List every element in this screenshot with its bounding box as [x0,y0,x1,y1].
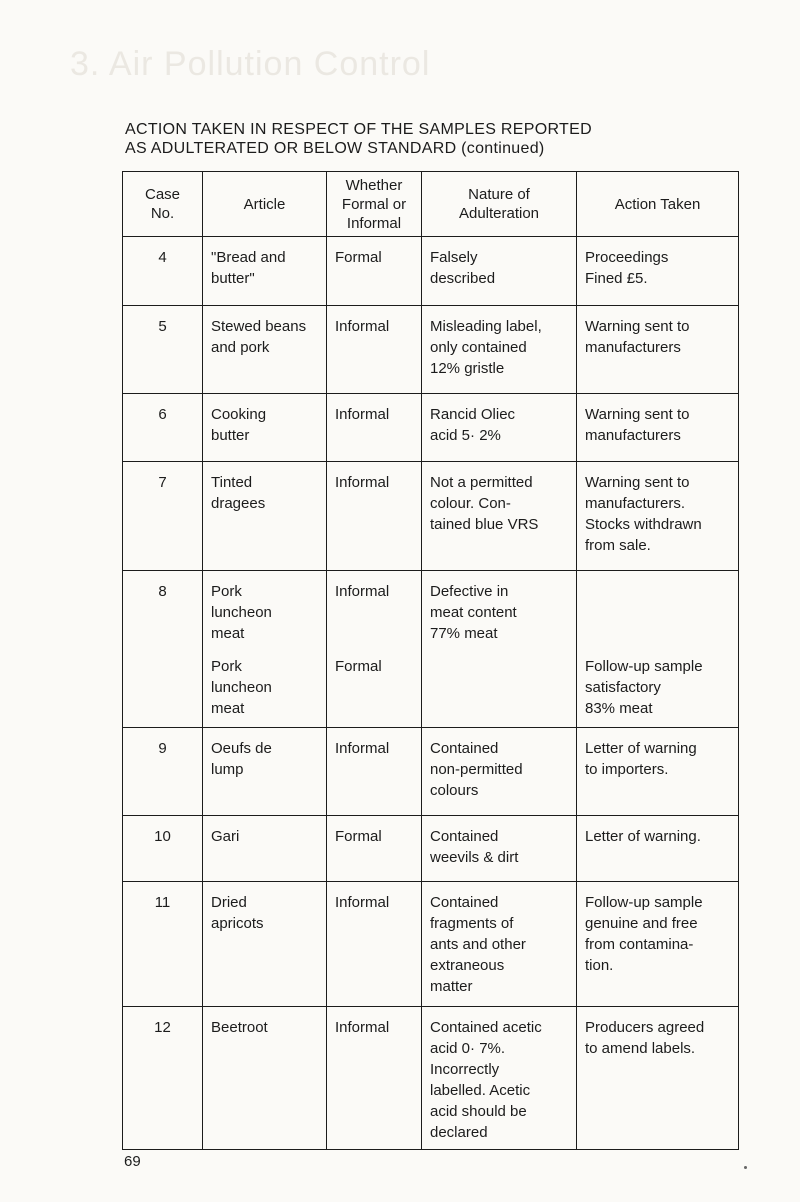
table-row [123,571,739,728]
case-number: 11 [123,882,203,1007]
case-number: 4 [123,237,203,306]
nature-of-adulteration: Falsely described [422,237,577,306]
article-group [203,571,327,728]
action-taken [585,581,730,656]
formal-informal-follow-up: Formal [335,658,382,675]
table-row [123,306,739,394]
case-number: 5 [123,306,203,394]
action-taken-follow-up: Follow-up sample satisfactory 83% meat [585,658,703,717]
action-taken: Letter of warning to importers. [577,728,739,816]
adulteration-table [122,171,739,1150]
table-row [123,1007,739,1150]
table-header-row [123,172,739,237]
nature-of-adulteration: Contained weevils & dirt [422,816,577,882]
case-number: 9 [123,728,203,816]
formal-informal: Informal [327,306,422,394]
action-group [577,571,739,728]
article: Beetroot [203,1007,327,1150]
header-action: Action Taken [577,172,739,237]
nature-of-adulteration: Contained acetic acid 0· 7%. Incorrectly labelled. Acetic acid should be declared [422,1007,577,1150]
article: Dried apricots [203,882,327,1007]
action-taken: Producers agreed to amend labels. [577,1007,739,1150]
article: "Bread and butter" [203,237,327,306]
formal-informal: Informal [327,462,422,571]
formal-informal: Informal [327,728,422,816]
article: Pork luncheon meat [211,583,272,642]
action-taken: Warning sent to manufacturers [577,306,739,394]
bleed-through-text: 3. Air Pollution Control [70,45,431,83]
action-taken: Warning sent to manufacturers [577,394,739,462]
nature-of-adulteration: Contained fragments of ants and other extraneous matter [422,882,577,1007]
case-number: 12 [123,1007,203,1150]
action-taken: Warning sent to manufacturers. Stocks withdrawn from sale. [577,462,739,571]
action-taken: Letter of warning. [577,816,739,882]
heading-line-1: ACTION TAKEN IN RESPECT OF THE SAMPLES REPORTED [125,121,592,138]
header-formal-informal: Whether Formal or Informal [327,172,422,237]
formal-informal: Formal [327,816,422,882]
table-row [123,728,739,816]
case-number: 8 [123,571,203,728]
article: Oeufs de lump [203,728,327,816]
table-row [123,394,739,462]
table-row [123,462,739,571]
header-article: Article [203,172,327,237]
heading-line-2: AS ADULTERATED OR BELOW STANDARD (continued) [125,140,545,157]
speck-mark [744,1166,747,1169]
table-row [123,237,739,306]
table-row [123,816,739,882]
nature-of-adulteration: Misleading label, only contained 12% gristle [422,306,577,394]
case-number: 6 [123,394,203,462]
formal-informal: Informal [327,882,422,1007]
article: Tinted dragees [203,462,327,571]
nature-of-adulteration: Not a permitted colour. Con- tained blue VRS [422,462,577,571]
header-case-no: Case No. [123,172,203,237]
nature-of-adulteration: Contained non-permitted colours [422,728,577,816]
formal-informal: Formal [327,237,422,306]
article: Stewed beans and pork [203,306,327,394]
action-taken: Follow-up sample genuine and free from contamina- tion. [577,882,739,1007]
nature-of-adulteration: Defective in meat content 77% meat [422,571,577,728]
formal-informal: Informal [327,394,422,462]
formal-informal: Informal [335,583,390,600]
article-follow-up: Pork luncheon meat [211,658,272,717]
action-taken: Proceedings Fined £5. [577,237,739,306]
page-heading [125,120,592,158]
header-nature: Nature of Adulteration [422,172,577,237]
article: Cooking butter [203,394,327,462]
formal-informal: Informal [327,1007,422,1150]
case-number: 10 [123,816,203,882]
article: Gari [203,816,327,882]
page-number: 69 [124,1153,141,1170]
formal-informal-group [327,571,422,728]
nature-of-adulteration: Rancid Oliec acid 5· 2% [422,394,577,462]
case-number: 7 [123,462,203,571]
table-row [123,882,739,1007]
